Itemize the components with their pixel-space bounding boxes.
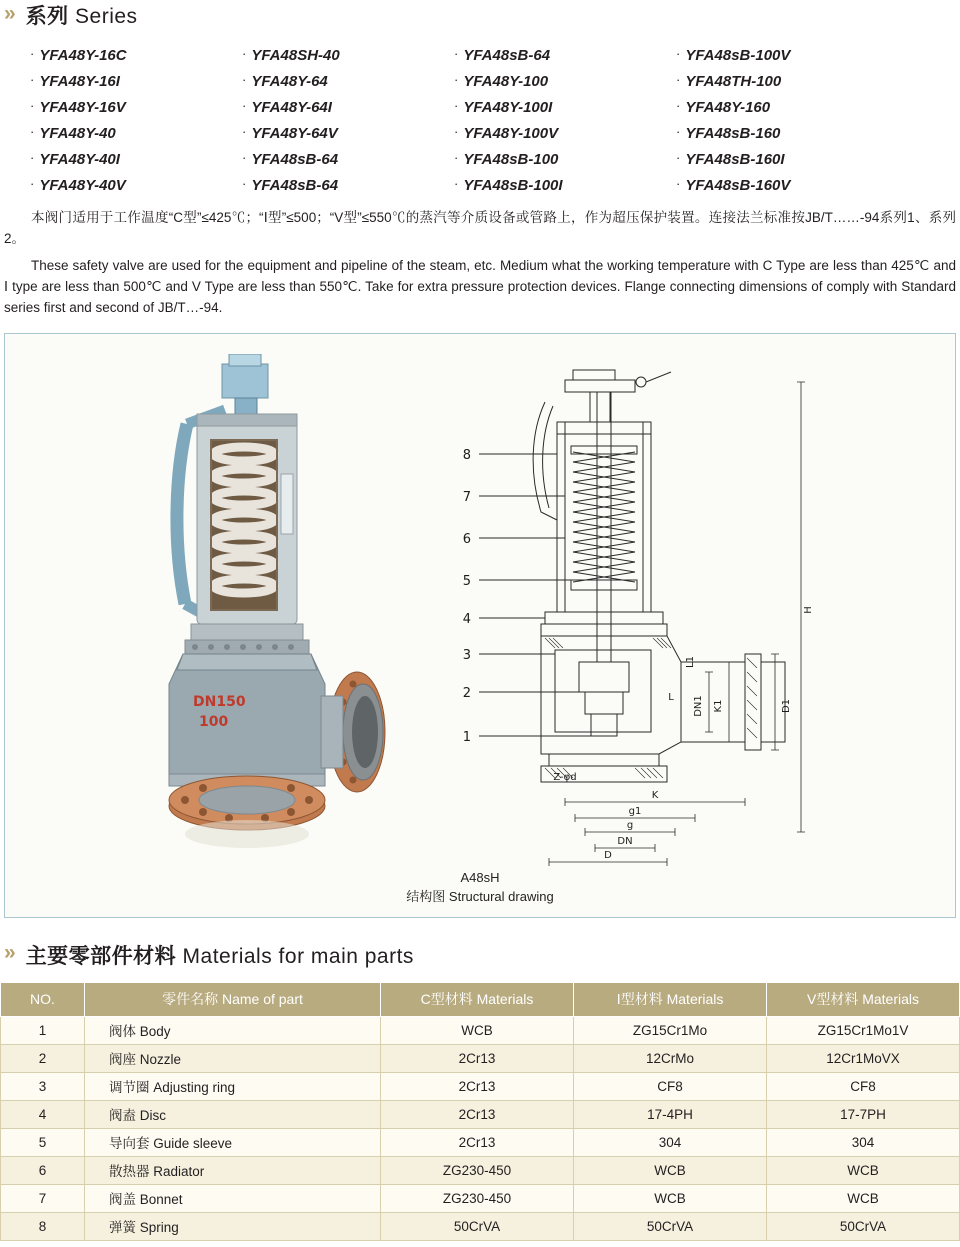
cell-c: 2Cr13 (381, 1128, 574, 1156)
materials-title: 主要零部件材料 Materials for main parts (25, 944, 414, 968)
list-item: · YFA48Y-100I (454, 98, 553, 116)
cell-name: 阀体 Body (85, 1016, 381, 1044)
cell-name: 导向套 Guide sleeve (85, 1128, 381, 1156)
chevron-right-icon: » (4, 1, 16, 25)
table-row (1, 1156, 960, 1184)
svg-text:D: D (604, 849, 612, 861)
materials-table (0, 982, 960, 1241)
list-item: · YFA48Y-64 (242, 72, 328, 90)
table-row (1, 1212, 960, 1240)
list-item: · YFA48sB-160V (676, 176, 791, 194)
svg-text:L1: L1 (685, 655, 696, 668)
list-item: · YFA48Y-40I (30, 150, 120, 168)
table-row (1, 1016, 960, 1044)
list-item: · YFA48sB-160 (676, 124, 781, 142)
svg-text:L: L (668, 691, 674, 703)
cell-i: 12CrMo (574, 1044, 767, 1072)
figure-caption-line2: 结构图 Structural drawing (406, 889, 554, 905)
cell-no: 8 (1, 1212, 85, 1240)
cell-i: 50CrVA (574, 1212, 767, 1240)
svg-text:3: 3 (462, 647, 471, 663)
cell-name: 阀盍 Disc (85, 1100, 381, 1128)
cell-c: ZG230-450 (381, 1184, 574, 1212)
list-item: · YFA48sB-100 (454, 150, 559, 168)
list-item: · YFA48Y-16C (30, 46, 127, 64)
cell-c: ZG230-450 (381, 1156, 574, 1184)
cell-c: 2Cr13 (381, 1044, 574, 1072)
cell-i: WCB (574, 1184, 767, 1212)
list-item: · YFA48sB-100I (454, 176, 563, 194)
column-header-v: V型材料 Materials (767, 982, 960, 1016)
cell-i: 17-4PH (574, 1100, 767, 1128)
table-row (1, 1100, 960, 1128)
cell-v: WCB (767, 1184, 960, 1212)
list-item: · YFA48sB-64 (454, 46, 551, 64)
page-title: 系列 Series (25, 5, 138, 28)
svg-text:7: 7 (462, 489, 471, 505)
cell-name: 阀盖 Bonnet (85, 1184, 381, 1212)
list-item: · YFA48Y-100V (454, 124, 559, 142)
list-item: · YFA48sB-160I (676, 150, 785, 168)
list-item: · YFA48Y-64I (242, 98, 332, 116)
cell-no: 5 (1, 1128, 85, 1156)
list-item: · YFA48TH-100 (676, 72, 782, 90)
list-item: · YFA48Y-40V (30, 176, 126, 194)
series-list (0, 46, 960, 194)
table-row (1, 1184, 960, 1212)
cell-name: 调节圈 Adjusting ring (85, 1072, 381, 1100)
list-item: · YFA48sB-100V (676, 46, 791, 64)
cell-v: 12Cr1MoVX (767, 1044, 960, 1072)
cell-no: 4 (1, 1100, 85, 1128)
table-header-row (1, 982, 960, 1016)
column-header-i: Ⅰ型材料 Materials (574, 982, 767, 1016)
svg-text:g1: g1 (628, 805, 642, 817)
cell-no: 7 (1, 1184, 85, 1212)
svg-text:4: 4 (462, 611, 471, 627)
cell-c: 2Cr13 (381, 1100, 574, 1128)
table-row (1, 1044, 960, 1072)
description-cn: 本阀门适用于工作温度“C型”≤425℃；“Ⅰ型”≤500；“V型”≤550℃的蒸汽等介质设备或管路上，作为超压保护装置。连接法兰标准按JB/T……-94系列1、系列2。 (4, 210, 956, 246)
cell-v: 17-7PH (767, 1100, 960, 1128)
cell-c: 50CrVA (381, 1212, 574, 1240)
svg-text:K: K (651, 789, 659, 801)
list-item: · YFA48SH-40 (242, 46, 340, 64)
cell-c: 2Cr13 (381, 1072, 574, 1100)
list-item: · YFA48Y-64V (242, 124, 338, 142)
column-header-c: C型材料 Materials (381, 982, 574, 1016)
structural-drawing (445, 362, 845, 872)
table-row (1, 1072, 960, 1100)
svg-text:DN1: DN1 (693, 694, 704, 717)
column-header-no: NO. (1, 982, 85, 1016)
cell-name: 散热器 Radiator (85, 1156, 381, 1184)
svg-text:g: g (626, 819, 634, 831)
cell-c: WCB (381, 1016, 574, 1044)
svg-text:D1: D1 (781, 698, 792, 713)
cell-i: ZG15Cr1Mo (574, 1016, 767, 1044)
list-item: · YFA48Y-16I (30, 72, 120, 90)
column-header-name: 零件名称 Name of part (85, 982, 381, 1016)
cell-i: CF8 (574, 1072, 767, 1100)
cell-name: 弹簧 Spring (85, 1212, 381, 1240)
list-item: · YFA48Y-160 (676, 98, 771, 116)
cell-v: CF8 (767, 1072, 960, 1100)
list-item: · YFA48sB-64 (242, 176, 339, 194)
list-item: · YFA48Y-100 (454, 72, 549, 90)
table-row (1, 1128, 960, 1156)
cell-no: 6 (1, 1156, 85, 1184)
valve-photo (125, 354, 455, 874)
series-section-heading (0, 0, 960, 30)
svg-text:DN150: DN150 (193, 693, 246, 710)
cell-no: 1 (1, 1016, 85, 1044)
svg-text:DN: DN (617, 835, 633, 847)
list-item: · YFA48sB-64 (242, 150, 339, 168)
svg-text:100: 100 (199, 713, 229, 730)
svg-text:6: 6 (462, 531, 471, 547)
cell-i: WCB (574, 1156, 767, 1184)
cell-i: 304 (574, 1128, 767, 1156)
list-item: · YFA48Y-16V (30, 98, 126, 116)
svg-text:2: 2 (462, 685, 471, 701)
description-en: These safety valve are used for the equipment and pipeline of the steam, etc. Medium what the working temperature with C Type are less than 425℃ and Ⅰ type are less than 500℃ and V Type are less than 550℃. Take for extra pressure protection devices. Flange connecting dimensions of comply with Standard series first and second of JB/T…-94. (4, 257, 956, 315)
list-item: · YFA48Y-40 (30, 124, 116, 142)
cell-v: 50CrVA (767, 1212, 960, 1240)
svg-text:1: 1 (462, 729, 471, 745)
cell-no: 2 (1, 1044, 85, 1072)
cell-v: 304 (767, 1128, 960, 1156)
svg-text:5: 5 (462, 573, 471, 589)
cell-v: WCB (767, 1156, 960, 1184)
svg-text:8: 8 (462, 447, 471, 463)
figure-caption-line1: A48sH (460, 869, 500, 885)
figure-caption (5, 868, 955, 907)
product-figure (4, 333, 956, 918)
svg-text:K1: K1 (713, 699, 724, 713)
svg-text:Z-φd: Z-φd (553, 771, 577, 783)
cell-no: 3 (1, 1072, 85, 1100)
cell-v: ZG15Cr1Mo1V (767, 1016, 960, 1044)
chevron-right-icon: » (4, 941, 16, 965)
materials-section-heading (0, 940, 960, 970)
cell-name: 阀座 Nozzle (85, 1044, 381, 1072)
svg-text:H: H (803, 605, 814, 614)
